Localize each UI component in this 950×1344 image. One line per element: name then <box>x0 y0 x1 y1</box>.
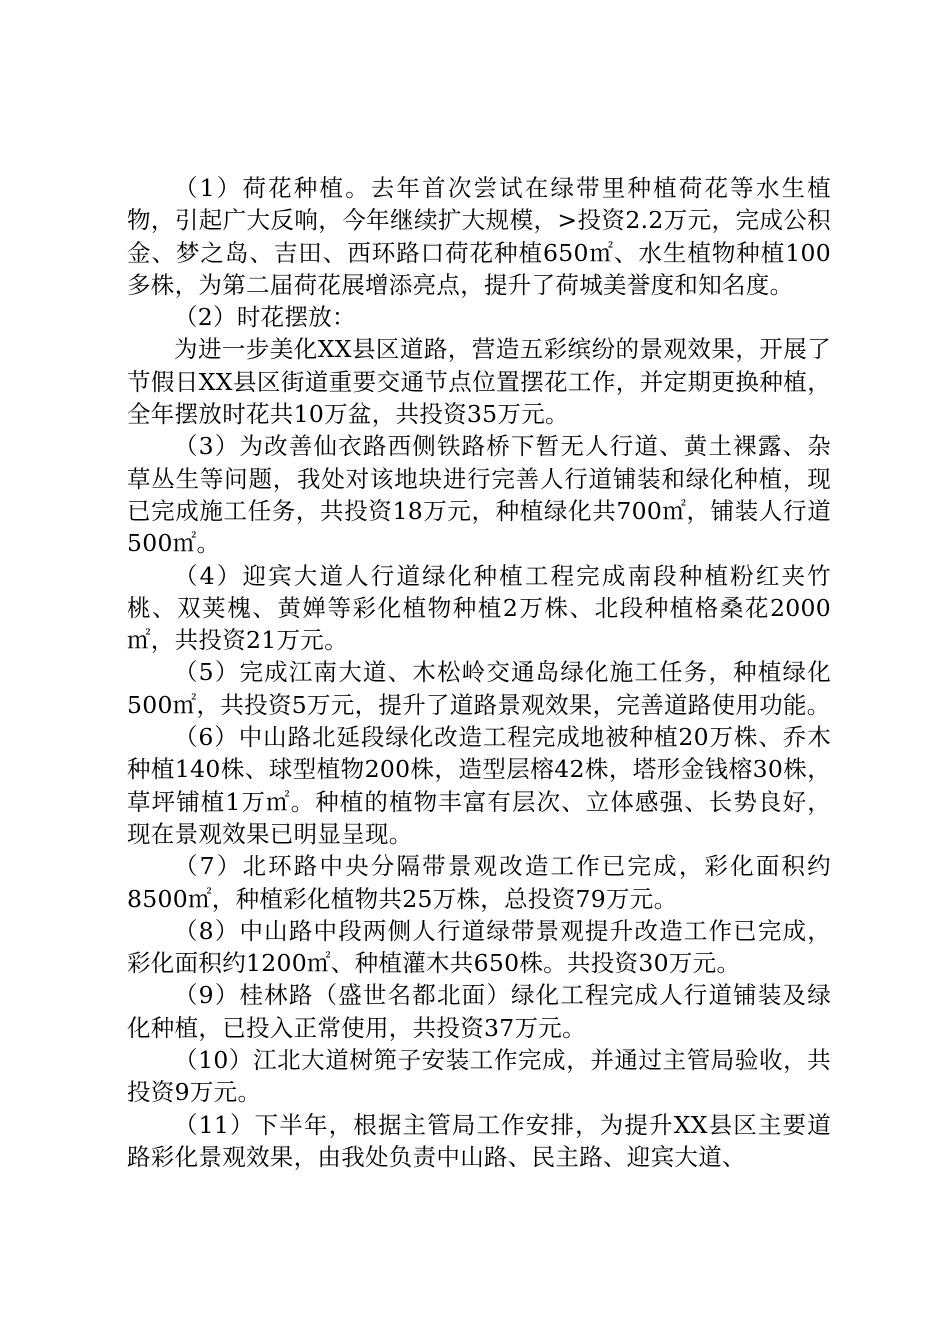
paragraph-jiangbei-avenue: （10）江北大道树篼子安装工作完成，并通过主管局验收，共投资9万元。 <box>127 1046 831 1107</box>
paragraph-beihuan-road: （7）北环路中央分隔带景观改造工作已完成，彩化面积约8500㎡，种植彩化植物共25万株，总投资79万元。 <box>127 852 831 913</box>
paragraph-guilin-road: （9）桂林路（盛世名都北面）绿化工程完成人行道铺装及绿化种植，已投入正常使用，共投资37万元。 <box>127 981 831 1042</box>
paragraph-seasonal-flowers: 为进一步美化XX县区道路，营造五彩缤纷的景观效果，开展了节假日XX县区街道重要交通节点位置摆花工作，并定期更换种植，全年摆放时花共10万盆，共投资35万元。 <box>127 335 831 429</box>
paragraph-jiangnan-avenue: （5）完成江南大道、木松岭交通岛绿化施工任务，种植绿化500㎡，共投资5万元，提升了道路景观效果，完善道路使用功能。 <box>127 658 831 719</box>
paragraph-lotus-planting: （1）荷花种植。去年首次尝试在绿带里种植荷花等水生植物，引起广大反响，今年继续扩大规模，>投资2.2万元，完成公积金、梦之岛、吉田、西环路口荷花种植650㎡、水生植物种植100多株，为第二届荷花展增添亮点，提升了荷城美誉度和知名度。 <box>127 174 831 299</box>
paragraph-seasonal-flowers-heading: （2）时花摆放： <box>174 303 356 332</box>
document-body <box>127 172 831 1173</box>
paragraph-xianyi-road: （3）为改善仙衣路西侧铁路桥下暂无人行道、黄土裸露、杂草丛生等问题，我处对该地块进行完善人行道铺装和绿化种植，现已完成施工任务，共投资18万元，种植绿化共700㎡，铺装人行道500㎡。 <box>127 432 831 558</box>
paragraph-zhongshan-middle: （8）中山路中段两侧人行道绿带景观提升改造工作已完成，彩化面积约1200㎡、种植灌木共650株。共投资30万元。 <box>127 916 831 978</box>
paragraph-zhongshan-north: （6）中山路北延段绿化改造工程完成地被种植20万株、乔木种植140株、球型植物200株，造型层榕42株，塔形金钱榕30株，草坪铺植1万㎡。种植的植物丰富有层次、立体感强、长势良好，现在景观效果已明显呈现。 <box>127 723 831 848</box>
paragraph-second-half-year: （11）下半年，根据主管局工作安排，为提升XX县区主要道路彩化景观效果，由我处负责中山路、民主路、迎宾大道、 <box>127 1110 831 1171</box>
paragraph-yingbin-avenue: （4）迎宾大道人行道绿化种植工程完成南段种植粉红夹竹桃、双荚槐、黄婵等彩化植物种植2万株、北段种植格桑花2000㎡，共投资21万元。 <box>127 561 831 655</box>
